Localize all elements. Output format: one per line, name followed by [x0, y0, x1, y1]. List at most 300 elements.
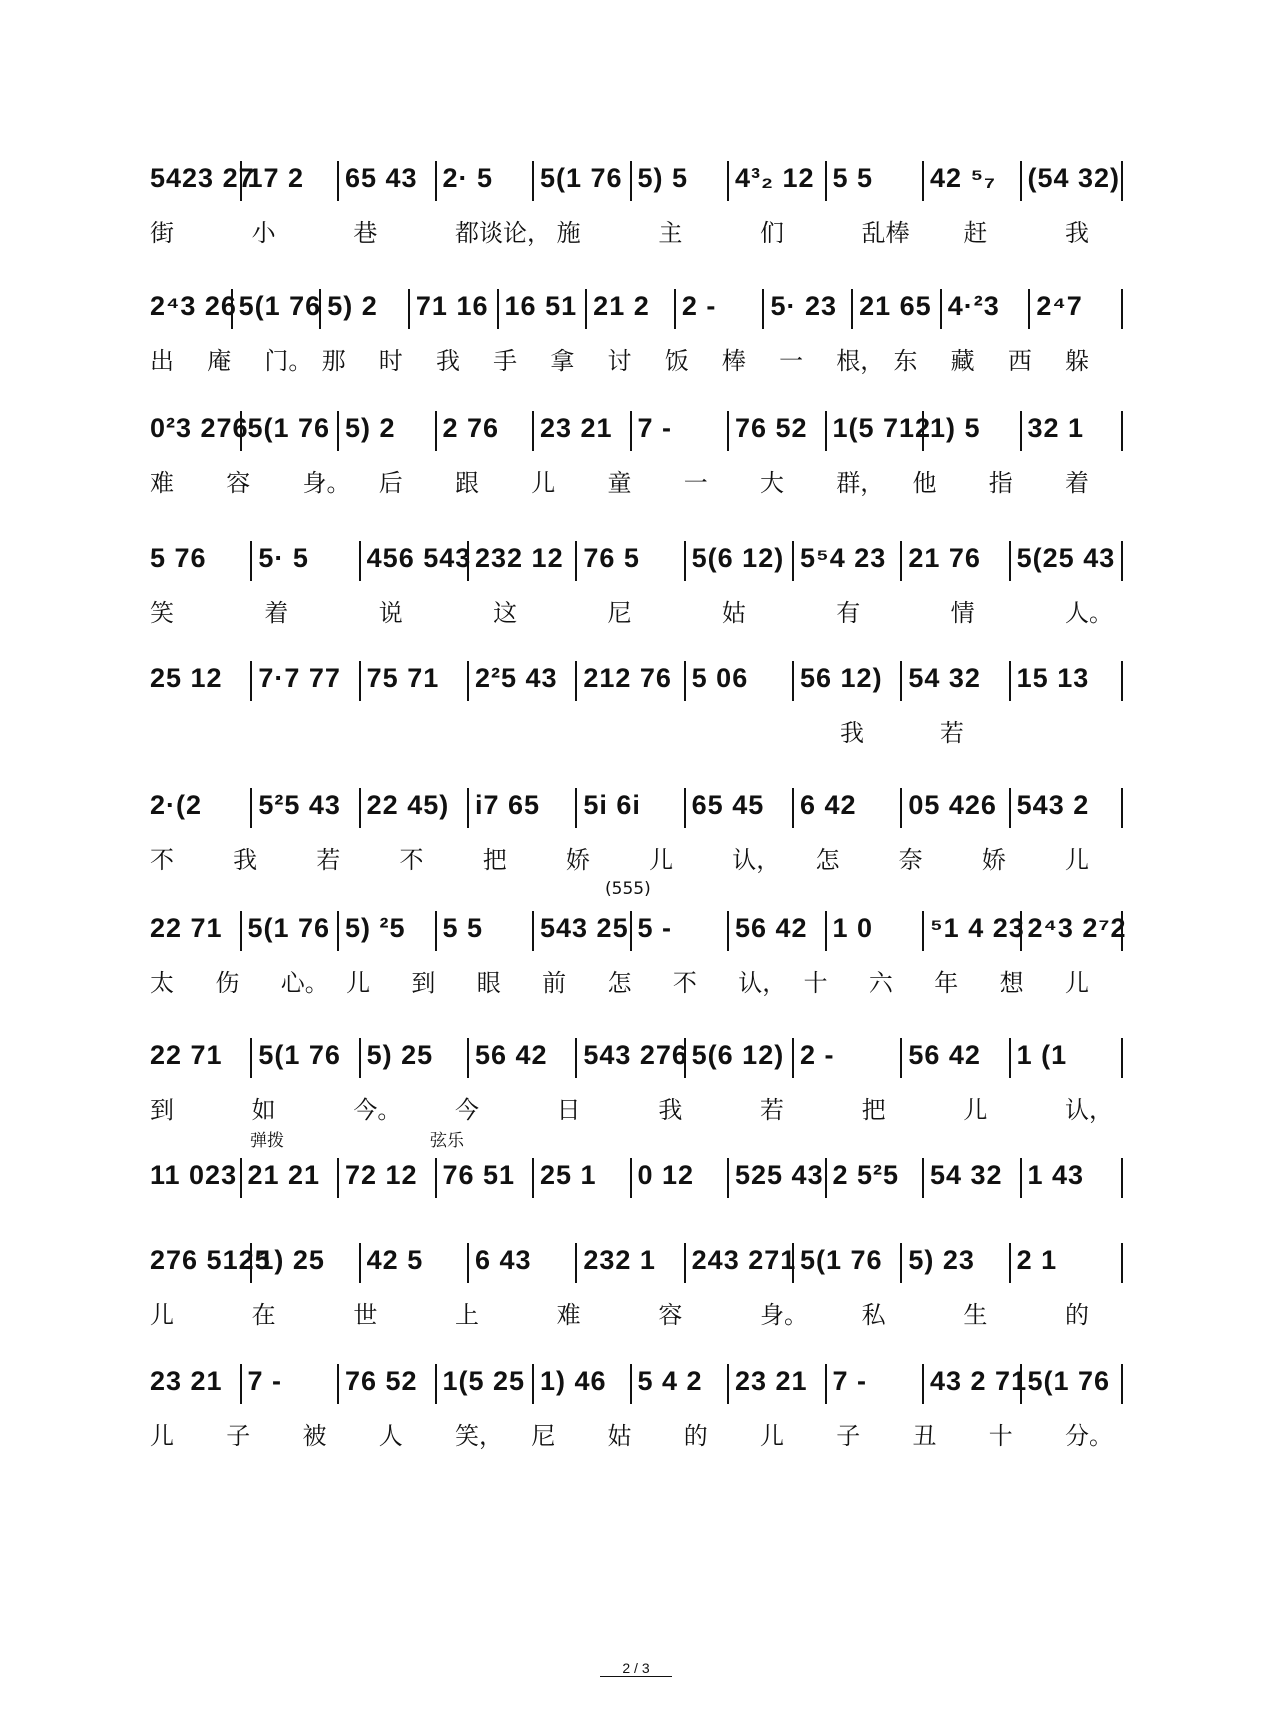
lyric-syllable: 这: [493, 599, 518, 627]
lyric-syllable: 躲: [1065, 347, 1089, 375]
bar-line: [1009, 661, 1011, 701]
bar-line: [435, 911, 437, 951]
lyric-syllable: 年: [934, 969, 959, 997]
measure: 2⁴7: [1036, 291, 1083, 321]
lyric-syllable: 太: [150, 969, 174, 997]
measure: 6 42: [800, 790, 857, 820]
measure: 76 51: [442, 1160, 516, 1190]
lyrics-line: [150, 593, 1125, 627]
lyric-syllable: 那: [321, 347, 346, 375]
bar-line: [532, 1158, 534, 1198]
bar-line: [250, 788, 252, 828]
bar-line: [1121, 1038, 1123, 1078]
lyric-syllable: 娇: [981, 846, 1006, 874]
measure: 1 43: [1027, 1160, 1085, 1190]
score-system: [150, 155, 1125, 247]
measure: 76 5: [583, 543, 640, 573]
bar-line: [1121, 1243, 1123, 1283]
lyric-syllable: 时: [378, 347, 403, 375]
measure: 5) ²5: [345, 913, 406, 943]
bar-line: [1020, 911, 1022, 951]
measure: 456 543: [366, 543, 472, 573]
lyric-syllable: 一: [683, 469, 708, 497]
lyric-syllable: 东: [893, 347, 918, 375]
bar-line: [922, 161, 924, 201]
notation-line: [150, 782, 1125, 830]
measure: 11 023: [150, 1160, 238, 1190]
measure: 71 16: [415, 291, 489, 321]
measure: 17 2: [247, 163, 305, 193]
measure: 42 5: [366, 1245, 424, 1275]
measure: 1) 46: [540, 1366, 607, 1396]
lyric-syllable: 群，: [836, 469, 885, 497]
measure: 1 0: [832, 913, 874, 943]
bar-line: [240, 1158, 242, 1198]
lyric-syllable: 乱棒: [861, 219, 910, 247]
lyric-syllable: 上: [455, 1301, 479, 1329]
lyric-syllable: 生: [963, 1301, 988, 1329]
measure: 543 2: [1016, 790, 1090, 820]
bar-line: [1121, 411, 1123, 451]
lyric-syllable: 儿: [150, 1422, 174, 1450]
score-system: [150, 655, 1125, 747]
bar-line: [250, 661, 252, 701]
bar-line: [467, 1038, 469, 1078]
measure: 4³₂ 12: [735, 163, 815, 193]
notation-line: [150, 1032, 1125, 1080]
lyric-syllable: 有: [836, 599, 861, 627]
lyric-syllable: 难: [150, 469, 174, 497]
lyric-syllable: 手: [493, 347, 518, 375]
page-number-text: 2 / 3: [600, 1660, 671, 1677]
lyric-syllable: 门。: [264, 347, 313, 375]
lyric-syllable: 儿: [150, 1301, 174, 1329]
measure: ⁵1 4 23: [930, 913, 1025, 943]
lyric-syllable: 我: [658, 1096, 683, 1124]
measure: 5(1 76: [1027, 1366, 1111, 1396]
lyric-syllable: 拿: [550, 347, 575, 375]
measure: 232 12: [475, 543, 564, 573]
lyric-syllable: 容: [226, 469, 251, 497]
lyric-syllable: 认，: [1065, 1096, 1113, 1124]
measure: 2⁴3 2⁷2: [1027, 913, 1127, 943]
lyric-syllable: 子: [836, 1422, 861, 1450]
lyrics-line: [150, 1090, 1125, 1124]
measure: 2·(2: [150, 790, 203, 820]
lyric-syllable: 指: [988, 469, 1013, 497]
score-system: [150, 1032, 1125, 1124]
bar-line: [359, 1038, 361, 1078]
lyric-syllable: 怎: [607, 969, 632, 997]
lyric-syllable: 心。: [280, 969, 329, 997]
measure: 2⁴3 26: [150, 291, 237, 321]
lyric-syllable: 庵: [207, 347, 232, 375]
bar-line: [1121, 541, 1123, 581]
bar-line: [1009, 541, 1011, 581]
bar-line: [359, 1243, 361, 1283]
notation-line: [150, 1152, 1125, 1200]
lyric-syllable: 十: [803, 969, 828, 997]
bar-line: [337, 911, 339, 951]
lyric-syllable: 难: [556, 1301, 581, 1329]
bar-line: [575, 661, 577, 701]
measure: 22 71: [150, 1040, 223, 1070]
measure: 56 42: [475, 1040, 548, 1070]
bar-line: [900, 1243, 902, 1283]
measure: (54 32): [1027, 163, 1121, 193]
lyric-syllable: 儿: [1065, 969, 1089, 997]
measure: 5²5 43: [258, 790, 341, 820]
measure: 5(6 12): [691, 543, 785, 573]
bar-line: [762, 289, 764, 329]
lyric-syllable: 儿: [346, 969, 371, 997]
bar-line: [922, 1364, 924, 1404]
lyric-syllable: 讨: [607, 347, 632, 375]
bar-line: [630, 1364, 632, 1404]
bar-line: [408, 289, 410, 329]
bar-line: [337, 411, 339, 451]
bar-line: [1121, 161, 1123, 201]
lyric-syllable: 人。: [1065, 599, 1113, 627]
lyric-syllable: 子: [226, 1422, 251, 1450]
lyric-syllable: 巷: [353, 219, 378, 247]
measure: 0 12: [637, 1160, 695, 1190]
lyric-syllable: 主: [658, 219, 683, 247]
measure: 1) 5: [930, 413, 981, 443]
measure: 23 21: [735, 1366, 808, 1396]
measure: 43 2 71: [930, 1366, 1028, 1396]
lyric-syllable: 棒: [721, 347, 746, 375]
bar-line: [684, 541, 686, 581]
bar-line: [792, 1038, 794, 1078]
measure: 22 71: [150, 913, 223, 943]
bar-line: [825, 1364, 827, 1404]
lyric-syllable: 姑: [721, 599, 746, 627]
bar-line: [575, 1243, 577, 1283]
measure: 0²3 276: [150, 413, 249, 443]
bar-line: [792, 1243, 794, 1283]
lyric-syllable: 奈: [898, 846, 923, 874]
bar-line: [575, 541, 577, 581]
measure: 5(1 76: [258, 1040, 341, 1070]
bar-line: [1028, 289, 1030, 329]
lyric-syllable: 尼: [607, 599, 632, 627]
measure: 5(1 76: [247, 913, 331, 943]
bar-line: [1009, 788, 1011, 828]
measure: 5(1 76: [540, 163, 623, 193]
measure: 212 76: [583, 663, 672, 693]
bar-line: [467, 661, 469, 701]
bar-line: [585, 289, 587, 329]
measure: 5) 5: [637, 163, 689, 193]
lyric-syllable: 说: [378, 599, 403, 627]
bar-line: [337, 1364, 339, 1404]
notation-line: [150, 1237, 1125, 1285]
bar-line: [630, 411, 632, 451]
lyric-syllable: 若: [940, 719, 964, 747]
measure: 5 5: [442, 913, 484, 943]
bar-line: [250, 541, 252, 581]
bar-line: [467, 788, 469, 828]
measure: 16 51: [504, 291, 578, 321]
bar-line: [250, 1243, 252, 1283]
lyric-syllable: 把: [482, 846, 507, 874]
lyric-syllable: 认，: [732, 846, 781, 874]
page-number: [0, 1660, 1272, 1676]
lyric-syllable: 身。: [760, 1301, 808, 1329]
lyric-syllable: 姑: [607, 1422, 632, 1450]
instrument-mark: 弦乐: [430, 1131, 464, 1151]
measure: 2· 5: [442, 163, 494, 193]
measure: 5 -: [637, 913, 673, 943]
score-system: [150, 879, 1127, 997]
lyric-syllable: 着: [1065, 469, 1089, 497]
measure: 56 42: [735, 913, 808, 943]
bar-line: [792, 788, 794, 828]
measure: 2 1: [1016, 1245, 1058, 1275]
bar-line: [1121, 911, 1123, 951]
lyric-syllable: 大: [760, 469, 784, 497]
lyric-syllable: 到: [411, 969, 436, 997]
lyric-syllable: 西: [1007, 347, 1032, 375]
score-system: [150, 1358, 1125, 1450]
lyric-syllable: 藏: [950, 347, 975, 375]
bar-line: [240, 1364, 242, 1404]
lyric-syllable: 儿: [531, 469, 556, 497]
bar-line: [435, 161, 437, 201]
lyric-syllable: 我: [840, 719, 864, 747]
lyric-syllable: 都谈论，: [455, 219, 551, 247]
measure: 65 43: [345, 163, 418, 193]
measure: 54 32: [908, 663, 981, 693]
lyric-syllable: 如: [251, 1096, 276, 1124]
bar-line: [792, 661, 794, 701]
lyric-syllable: 施: [556, 219, 581, 247]
measure: 42 ⁵₇: [930, 163, 997, 193]
measure: 5(1 76: [247, 413, 331, 443]
measure: 5(1 76: [238, 291, 322, 321]
lyric-syllable: 今。: [353, 1096, 402, 1124]
score-system: [150, 283, 1125, 375]
bar-line: [684, 1038, 686, 1078]
lyric-syllable: 尼: [531, 1422, 556, 1450]
bar-line: [1020, 161, 1022, 201]
lyric-syllable: 伤: [215, 969, 240, 997]
notation-line: [150, 155, 1125, 203]
measure: 5) 2: [327, 291, 378, 321]
bar-line: [922, 911, 924, 951]
notation-line: [150, 1358, 1125, 1406]
bar-line: [359, 788, 361, 828]
lyric-syllable: 我: [1065, 219, 1089, 247]
notation-line: [150, 905, 1125, 953]
lyric-syllable: 十: [988, 1422, 1013, 1450]
bar-line: [900, 788, 902, 828]
bar-line: [727, 911, 729, 951]
measure: 4·²3: [947, 291, 1000, 321]
measure: 56 42: [908, 1040, 981, 1070]
measure: 54 32: [930, 1160, 1003, 1190]
measure: 76 52: [735, 413, 808, 443]
bar-line: [900, 1038, 902, 1078]
bar-line: [240, 411, 242, 451]
measure: 7·7 77: [258, 663, 341, 693]
lyric-syllable: 丑: [912, 1422, 937, 1450]
bar-line: [1020, 411, 1022, 451]
bar-line: [630, 1158, 632, 1198]
bar-line: [240, 161, 242, 201]
lyric-syllable: 儿: [963, 1096, 988, 1124]
bar-line: [900, 661, 902, 701]
lyric-syllable: 赶: [963, 219, 988, 247]
measure: 25 1: [540, 1160, 597, 1190]
bar-line: [922, 1158, 924, 1198]
measure: 5· 23: [770, 291, 837, 321]
lyric-syllable: 的: [1065, 1301, 1089, 1329]
lyric-syllable: 怎: [815, 846, 840, 874]
score-system: [150, 782, 1125, 874]
score-system: [150, 1131, 1125, 1244]
notation-line: [150, 535, 1125, 583]
bar-line: [250, 1038, 252, 1078]
lyric-syllable: 街: [150, 219, 174, 247]
measure: 2 76: [442, 413, 500, 443]
measure: 1(5 25: [442, 1366, 526, 1396]
measure: 5(25 43: [1016, 543, 1116, 573]
lyric-syllable: 跟: [455, 469, 479, 497]
lyrics-line: [150, 1416, 1125, 1450]
measure: 276 5125: [150, 1245, 271, 1275]
measure: 21 2: [593, 291, 650, 321]
measure: 72 12: [345, 1160, 418, 1190]
bar-line: [359, 541, 361, 581]
bar-line: [1020, 1158, 1022, 1198]
bar-line: [319, 289, 321, 329]
measure: 5423 27: [150, 163, 255, 193]
measure: 5⁵4 23: [800, 543, 887, 573]
lyrics-line: [150, 840, 1125, 874]
bar-line: [231, 289, 233, 329]
bar-line: [532, 161, 534, 201]
lyric-syllable: 们: [760, 219, 784, 247]
measure: 25 12: [150, 663, 223, 693]
bar-line: [435, 411, 437, 451]
bar-line: [435, 1364, 437, 1404]
lyric-syllable: 不: [399, 846, 424, 874]
lyric-syllable: 人: [378, 1422, 403, 1450]
lyric-syllable: 儿: [1065, 846, 1089, 874]
bar-line: [1121, 788, 1123, 828]
lyrics-line: [150, 463, 1125, 497]
bar-line: [684, 661, 686, 701]
bar-line: [467, 541, 469, 581]
measure: 525 43: [735, 1160, 824, 1190]
lyrics-line: [150, 713, 1125, 747]
lyric-syllable: 情: [950, 599, 975, 627]
bar-line: [900, 541, 902, 581]
bar-line: [240, 911, 242, 951]
measure: 56 12): [800, 663, 883, 693]
notation-line: [150, 283, 1125, 331]
bar-line: [727, 1158, 729, 1198]
bar-line: [825, 911, 827, 951]
measure: 6 43: [475, 1245, 532, 1275]
instrument-mark: (555): [605, 879, 651, 899]
lyric-syllable: 后: [378, 469, 403, 497]
lyric-syllable: 六: [868, 969, 893, 997]
bar-line: [532, 1364, 534, 1404]
measure: i7 65: [475, 790, 541, 820]
measure: 5 76: [150, 543, 207, 573]
bar-line: [1121, 1364, 1123, 1404]
measure: 21 76: [908, 543, 981, 573]
lyric-syllable: 在: [251, 1301, 276, 1329]
bar-line: [825, 411, 827, 451]
measure: 1(5 712: [832, 413, 932, 443]
bar-line: [630, 161, 632, 201]
measure: 1) 25: [258, 1245, 325, 1275]
lyric-syllable: 日: [556, 1096, 581, 1124]
lyric-syllable: 他: [912, 469, 937, 497]
lyric-syllable: 到: [150, 1096, 174, 1124]
lyric-syllable: 儿: [760, 1422, 784, 1450]
bar-line: [1020, 1364, 1022, 1404]
bar-line: [575, 1038, 577, 1078]
measure: 7 -: [637, 413, 673, 443]
bar-line: [922, 411, 924, 451]
measure: 5) 2: [345, 413, 396, 443]
measure: 5) 25: [366, 1040, 434, 1070]
bar-line: [1009, 1038, 1011, 1078]
lyric-syllable: 眼: [476, 969, 501, 997]
lyric-syllable: 把: [861, 1096, 886, 1124]
measure: 23 21: [150, 1366, 223, 1396]
lyric-syllable: 儿: [649, 846, 674, 874]
lyric-syllable: 若: [760, 1096, 784, 1124]
bar-line: [337, 161, 339, 201]
lyric-syllable: 笑，: [455, 1422, 503, 1450]
bar-line: [727, 161, 729, 201]
lyric-syllable: 饭: [664, 347, 689, 375]
bar-line: [435, 1158, 437, 1198]
bar-line: [825, 1158, 827, 1198]
measure: 21 65: [859, 291, 932, 321]
measure: 65 45: [691, 790, 765, 820]
measure: 232 1: [583, 1245, 656, 1275]
measure: 243 271: [691, 1245, 797, 1275]
measure: 75 71: [366, 663, 440, 693]
measure: 76 52: [345, 1366, 418, 1396]
lyric-syllable: 一: [779, 347, 804, 375]
measure: 5· 5: [258, 543, 309, 573]
bar-line: [674, 289, 676, 329]
lyric-syllable: 笑: [150, 599, 174, 627]
notation-line: [150, 655, 1125, 703]
measure: 5 4 2: [637, 1366, 703, 1396]
score-system: [150, 535, 1125, 627]
instrument-mark: 弹拨: [250, 1131, 284, 1151]
bar-line: [940, 289, 942, 329]
lyrics-line: [150, 341, 1125, 375]
lyrics-line: [150, 213, 1125, 247]
measure: 7 -: [832, 1366, 868, 1396]
lyric-syllable: 不: [672, 969, 697, 997]
measure: 2 -: [800, 1040, 835, 1070]
bar-line: [1121, 289, 1123, 329]
measure: 7 -: [247, 1366, 283, 1396]
measure: 1 (1: [1016, 1040, 1068, 1070]
lyrics-line: [150, 963, 1125, 997]
